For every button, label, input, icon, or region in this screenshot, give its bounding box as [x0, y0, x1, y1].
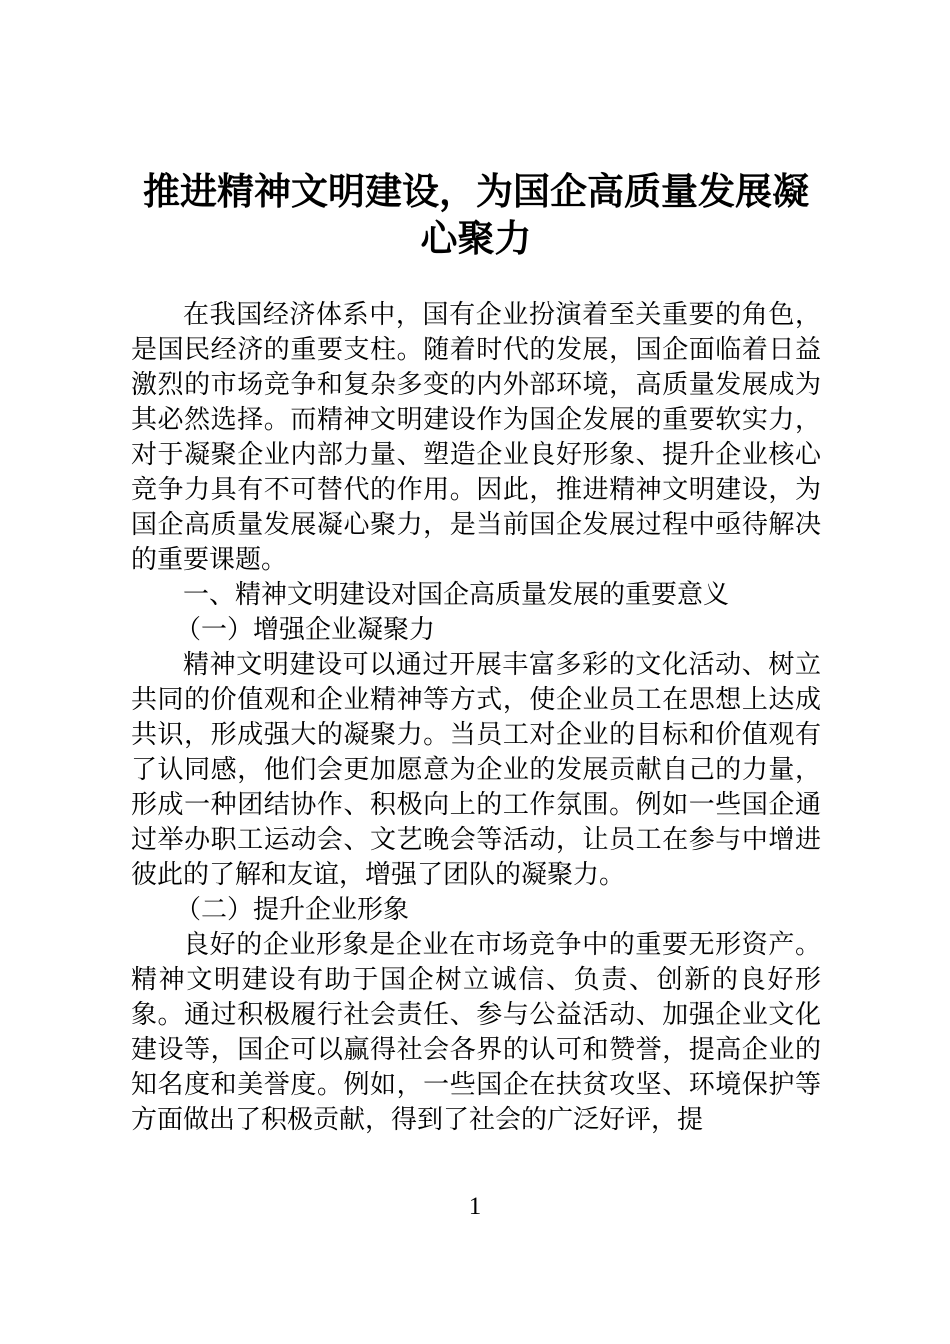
page-number: 1 [468, 1193, 482, 1220]
paragraph-image: 良好的企业形象是企业在市场竞争中的重要无形资产。精神文明建设有助于国企树立诚信、负责、创新的良好形象。通过积极履行社会责任、参与公益活动、加强企业文化建设等，国企可以赢得社会各界的认可和赞誉，提高企业的知名度和美誉度。例如，一些国企在扶贫攻坚、环境保护等方面做出了积极贡献，得到了社会的广泛好评，提 [131, 930, 821, 1135]
title-bottom-spacer [131, 262, 821, 298]
top-margin-spacer [131, 0, 821, 168]
subsection-heading-1-2: （二）提升企业形象 [175, 895, 410, 925]
section-heading-1: 一、精神文明建设对国企高质量发展的重要意义 [183, 580, 730, 610]
subsection-heading-1-1: （一）增强企业凝聚力 [175, 615, 436, 645]
page-content [131, 0, 821, 1138]
intro-paragraph: 在我国经济体系中，国有企业扮演着至关重要的角色，是国民经济的重要支柱。随着时代的发展，国企面临着日益激烈的市场竞争和复杂多变的内外部环境，高质量发展成为其必然选择。而精神文明建设作为国企发展的重要软实力，对于凝聚企业内部力量、塑造企业良好形象、提升企业核心竞争力具有不可替代的作用。因此，推进精神文明建设，为国企高质量发展凝心聚力，是当前国企发展过程中亟待解决的重要课题。 [131, 300, 821, 575]
page-title: 推进精神文明建设，为国企高质量发展凝心聚力 [143, 170, 809, 260]
document-body [131, 298, 821, 1138]
paragraph-cohesion: 精神文明建设可以通过开展丰富多彩的文化活动、树立共同的价值观和企业精神等方式，使企业员工在思想上达成共识，形成强大的凝聚力。当员工对企业的目标和价值观有了认同感，他们会更加愿意为企业的发展贡献自己的力量，形成一种团结协作、积极向上的工作氛围。例如一些国企通过举办职工运动会、文艺晚会等活动，让员工在参与中增进彼此的了解和友谊，增强了团队的凝聚力。 [131, 650, 821, 890]
